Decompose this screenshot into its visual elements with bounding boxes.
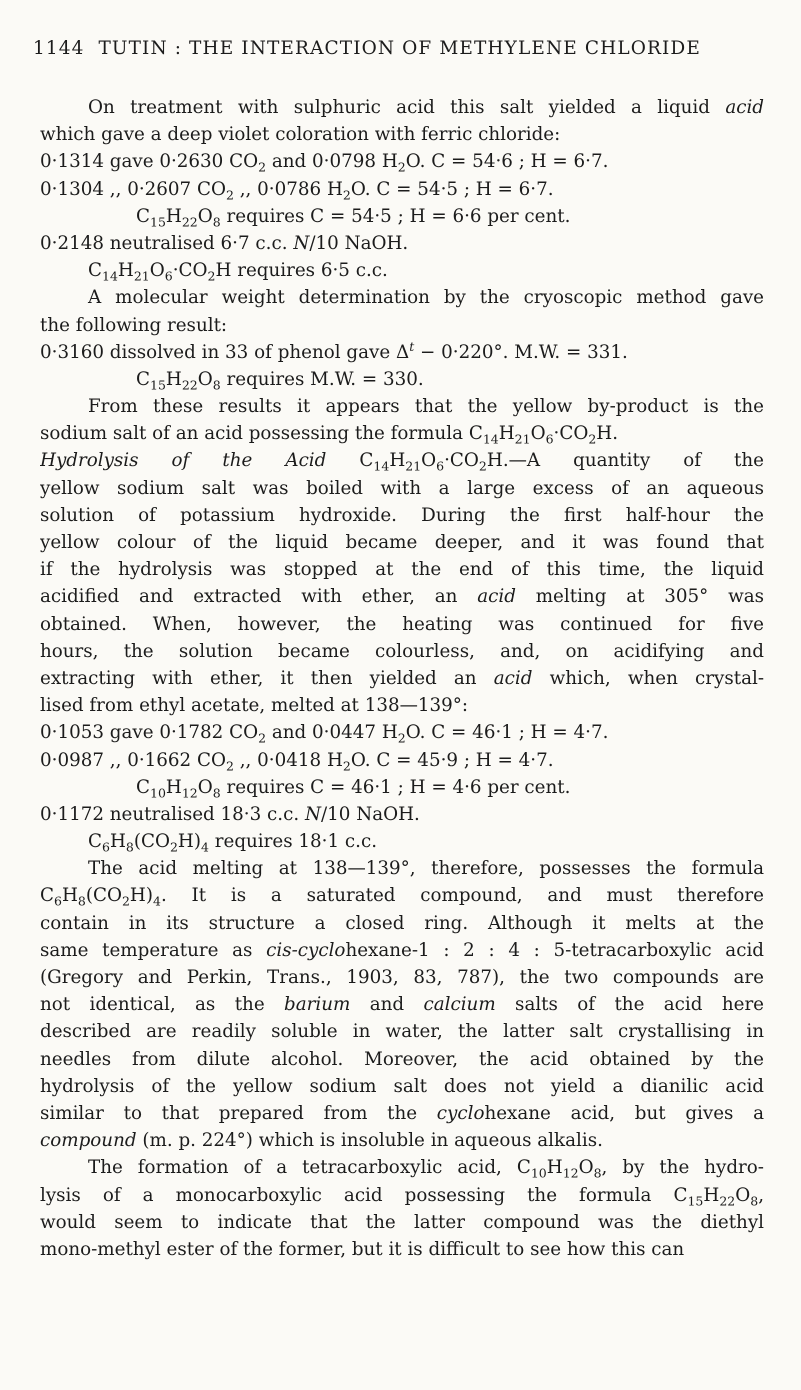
text-run: 0·2148 neutralised 6·7 c.c.	[40, 232, 294, 254]
text-run: (m. p. 224°) which is insoluble in aqueous alkalis.	[136, 1130, 603, 1152]
text-run: if the hydrolysis was stopped at the end of this time, the liquid	[40, 559, 764, 581]
text-run: Hydrolysis of the Acid	[40, 450, 327, 472]
text-line	[40, 420, 764, 447]
text-run: 0·1172 neutralised 18·3 c.c.	[40, 803, 305, 825]
text-run: H	[165, 776, 182, 798]
text-run: H	[703, 1184, 720, 1206]
text-run: lysis of a monocarboxylic acid possessing the formula C	[40, 1184, 688, 1206]
text-run: O	[421, 450, 437, 472]
text-run: extracting with ether, it then yielded an	[40, 667, 494, 689]
text-run: C	[136, 368, 150, 390]
subscript: 8	[212, 214, 221, 230]
subscript: 2	[397, 730, 406, 746]
text-run: obtained. When, however, the heating was continued for five	[40, 613, 764, 635]
subscript: 2	[478, 459, 487, 475]
text-run: . It is a saturated compound, and must therefore	[160, 885, 764, 907]
text-run: ·CO	[444, 450, 479, 472]
text-run: hexane-1 : 2 : 4 : 5-tetracarboxylic acid	[345, 939, 764, 961]
subscript: 2	[121, 894, 130, 910]
text-run: /10 NaOH.	[320, 803, 420, 825]
text-run: ,	[758, 1184, 764, 1206]
text-line	[40, 366, 764, 393]
text-run: requires M.W. = 330.	[220, 368, 424, 390]
text-run: C	[88, 831, 102, 853]
subscript: 2	[588, 431, 597, 447]
text-run: solution of potassium hydroxide. During the first half-hour the	[40, 504, 764, 526]
text-run: N	[293, 232, 310, 254]
subscript: 4	[201, 839, 209, 855]
text-line	[40, 882, 764, 909]
text-run: sodium salt of an acid possessing the formula C	[40, 423, 483, 445]
text-line	[40, 1236, 764, 1263]
text-line	[40, 312, 764, 339]
text-line	[40, 529, 764, 556]
subscript: 4	[153, 894, 161, 910]
text-run: lised from ethyl acetate, melted at 138—139°:	[40, 695, 469, 717]
subscript: 2	[258, 160, 267, 176]
text-run: O	[578, 1157, 594, 1179]
text-run: 0·3160 dissolved in 33 of phenol gave Δ	[40, 341, 410, 363]
text-run: same temperature as	[40, 939, 267, 961]
subscript: 2	[397, 160, 406, 176]
text-run: acidified and extracted with ether, an	[40, 586, 478, 608]
subscript: 8	[750, 1193, 759, 1209]
text-run: mono-methyl ester of the former, but it is difficult to see how this can	[40, 1238, 685, 1260]
text-line	[40, 556, 764, 583]
text-run: H	[165, 368, 182, 390]
text-line	[40, 801, 764, 828]
text-line	[40, 828, 764, 855]
text-run: salts of the acid here	[495, 994, 764, 1016]
text-run: which, when crystal-	[532, 667, 764, 689]
text-run: 0·1304 ,, 0·2607 CO	[40, 178, 226, 200]
subscript: 6	[164, 268, 173, 284]
text-run: acid	[477, 586, 516, 608]
text-run: O. C = 45·9 ; H = 4·7.	[350, 749, 554, 771]
subscript: 2	[225, 187, 234, 203]
text-run: which gave a deep violet coloration with ferric chloride:	[40, 124, 561, 146]
text-run: ,, 0·0786 H	[233, 178, 343, 200]
text-line	[40, 1073, 764, 1100]
subscript: 15	[150, 377, 166, 393]
text-run: melting at 305° was	[515, 586, 764, 608]
text-line	[40, 692, 764, 719]
text-run: C	[136, 776, 150, 798]
text-run: H	[61, 885, 78, 907]
running-title: TUTIN : THE INTERACTION OF METHYLENE CHLORIDE	[98, 38, 701, 59]
text-run: (CO	[85, 885, 122, 907]
text-line	[40, 583, 764, 610]
subscript: 10	[530, 1165, 547, 1181]
subscript: 15	[687, 1193, 704, 1209]
text-run: and 0·0798 H	[266, 151, 398, 173]
text-run: yellow sodium salt was boiled with a large excess of an aqueous	[40, 477, 764, 499]
text-line	[40, 1182, 764, 1209]
text-run: H requires 6·5 c.c.	[215, 260, 388, 282]
text-line	[40, 910, 764, 937]
text-run: O	[735, 1184, 751, 1206]
text-run: calcium	[423, 994, 496, 1016]
text-run: acid	[493, 667, 533, 689]
text-line	[40, 937, 764, 964]
text-run: C	[136, 205, 150, 227]
text-line	[40, 148, 764, 175]
text-run: ·CO	[172, 260, 208, 282]
text-line	[40, 747, 764, 774]
text-line	[40, 1046, 764, 1073]
superscript: t	[409, 338, 415, 354]
text-run: The formation of a tetracarboxylic acid, C	[88, 1157, 531, 1179]
text-run: cyclo	[436, 1102, 485, 1124]
text-run: and 0·0447 H	[266, 722, 398, 744]
subscript: 2	[169, 839, 178, 855]
text-run: hydrolysis of the yellow sodium salt does not yield a dianilic acid	[40, 1075, 764, 1097]
subscript: 6	[436, 459, 445, 475]
text-run: H	[389, 450, 406, 472]
subscript: 8	[212, 377, 221, 393]
subscript: 8	[212, 785, 221, 801]
subscript: 2	[225, 758, 234, 774]
subscript: 22	[181, 377, 198, 393]
text-run: C	[326, 450, 374, 472]
text-run: ,, 0·0418 H	[233, 749, 343, 771]
text-run: ·CO	[553, 423, 589, 445]
subscript: 14	[102, 268, 118, 284]
subscript: 21	[405, 459, 422, 475]
text-run: hours, the solution became colourless, and, on acidifying and	[40, 640, 764, 662]
text-run: /10 NaOH.	[309, 232, 409, 254]
text-run: compound	[40, 1130, 137, 1152]
subscript: 21	[133, 268, 150, 284]
text-line	[40, 855, 764, 882]
text-run: acid	[725, 97, 764, 118]
subscript: 6	[54, 894, 62, 910]
text-line	[40, 1018, 764, 1045]
text-run: A molecular weight determination by the cryoscopic method gave	[88, 287, 764, 309]
subscript: 2	[342, 758, 351, 774]
text-run: described are readily soluble in water, the latter salt crystallising in	[40, 1021, 764, 1043]
text-run: 0·0987 ,, 0·1662 CO	[40, 749, 226, 771]
subscript: 6	[545, 431, 554, 447]
text-line	[40, 774, 764, 801]
text-line	[40, 964, 764, 991]
text-line	[40, 665, 764, 692]
text-run: (CO	[133, 831, 170, 853]
subscript: 22	[719, 1193, 736, 1209]
text-line	[40, 638, 764, 665]
text-run: , by the hydro-	[601, 1157, 764, 1179]
running-header	[33, 38, 761, 59]
text-run: O. C = 54·6 ; H = 6·7.	[405, 151, 609, 173]
body-text	[40, 94, 764, 1263]
subscript: 15	[150, 214, 166, 230]
text-run: requires C = 46·1 ; H = 4·6 per cent.	[220, 776, 571, 798]
text-line	[40, 1209, 764, 1236]
text-line	[40, 230, 764, 257]
subscript: 14	[482, 431, 499, 447]
text-run: On treatment with sulphuric acid this salt yielded a liquid	[88, 97, 726, 118]
text-run: would seem to indicate that the latter compound was the diethyl	[40, 1211, 764, 1233]
subscript: 2	[342, 187, 351, 203]
text-run: O. C = 54·5 ; H = 6·7.	[350, 178, 554, 200]
text-line	[40, 719, 764, 746]
subscript: 14	[373, 459, 390, 475]
text-run: H	[109, 831, 126, 853]
subscript: 12	[181, 785, 198, 801]
subscript: 6	[102, 839, 110, 855]
text-run: 0·1314 gave 0·2630 CO	[40, 151, 259, 173]
text-run: requires C = 54·5 ; H = 6·6 per cent.	[220, 205, 571, 227]
text-line	[40, 94, 764, 121]
text-run: contain in its structure a closed ring. Although it melts at the	[40, 912, 764, 934]
text-line	[40, 475, 764, 502]
text-run: O	[197, 205, 213, 227]
text-run: C	[40, 885, 54, 907]
text-line	[40, 611, 764, 638]
text-run: H	[165, 205, 182, 227]
text-line	[40, 1100, 764, 1127]
text-line	[40, 393, 764, 420]
subscript: 21	[514, 431, 531, 447]
text-run: From these results it appears that the yellow by-product is the	[88, 396, 764, 418]
text-run: H)	[177, 831, 201, 853]
text-run: O	[197, 776, 213, 798]
text-line	[40, 447, 764, 474]
text-run: cis-cyclo	[266, 939, 346, 961]
text-line	[40, 991, 764, 1018]
text-run: H.—A quantity of the	[486, 450, 764, 472]
text-run: − 0·220°. M.W. = 331.	[414, 341, 628, 363]
subscript: 10	[150, 785, 166, 801]
page-number: 1144	[33, 38, 85, 59]
subscript: 8	[77, 894, 86, 910]
subscript: 8	[593, 1165, 602, 1181]
text-line	[40, 176, 764, 203]
text-run: not identical, as the	[40, 994, 285, 1016]
text-run: 0·1053 gave 0·1782 CO	[40, 722, 259, 744]
subscript: 8	[125, 839, 134, 855]
subscript: 2	[207, 268, 216, 284]
text-run: N	[304, 803, 321, 825]
text-run: H.	[596, 423, 619, 445]
text-line	[40, 502, 764, 529]
text-run: C	[88, 260, 102, 282]
text-run: H	[498, 423, 515, 445]
text-line	[40, 339, 764, 366]
text-run: barium	[284, 994, 351, 1016]
text-line	[40, 121, 764, 148]
text-run: hexane acid, but gives a	[484, 1102, 764, 1124]
text-run: needles from dilute alcohol. Moreover, the acid obtained by the	[40, 1048, 764, 1070]
text-line	[40, 203, 764, 230]
text-run: O	[149, 260, 165, 282]
text-run: H)	[129, 885, 153, 907]
text-run: requires 18·1 c.c.	[208, 831, 378, 853]
subscript: 22	[181, 214, 198, 230]
subscript: 12	[562, 1165, 579, 1181]
text-line	[40, 257, 764, 284]
text-run: (Gregory and Perkin, Trans., 1903, 83, 787), the two compounds are	[40, 967, 764, 988]
text-run: H	[546, 1157, 563, 1179]
text-run: The acid melting at 138—139°, therefore, possesses the formula	[88, 858, 764, 880]
text-run: yellow colour of the liquid became deeper, and it was found that	[40, 532, 764, 553]
text-run: the following result:	[40, 314, 228, 336]
subscript: 2	[258, 730, 267, 746]
text-run: H	[117, 260, 134, 282]
text-line	[40, 1127, 764, 1154]
text-run: and	[350, 994, 424, 1016]
text-run: O	[530, 423, 546, 445]
text-run: O. C = 46·1 ; H = 4·7.	[405, 722, 609, 744]
text-line	[40, 1154, 764, 1181]
text-line	[40, 284, 764, 311]
text-run: O	[197, 368, 213, 390]
text-run: similar to that prepared from the	[40, 1102, 437, 1124]
